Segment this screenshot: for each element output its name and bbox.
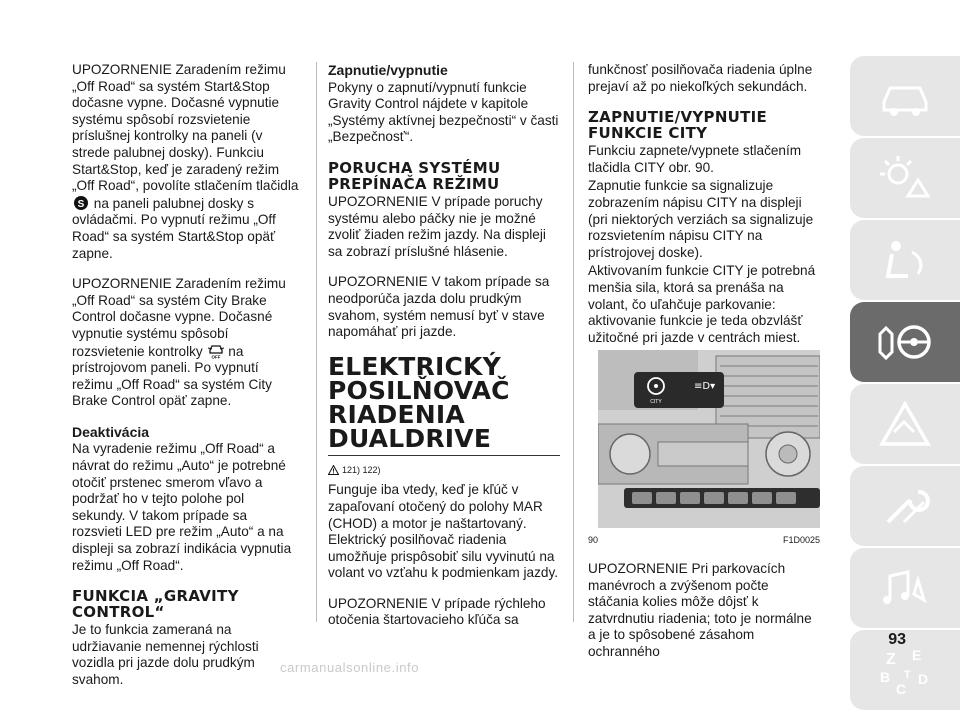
index-letter: Z — [886, 651, 896, 668]
index-letter: T — [904, 669, 911, 681]
column-left — [72, 62, 300, 703]
index-letters-icon — [874, 642, 936, 698]
start-stop-icon — [72, 195, 90, 211]
column-divider — [316, 62, 317, 622]
index-letter: E — [912, 647, 922, 663]
paragraph: UPOZORNENIE V prípade rýchleho otočenia štartovacieho kľúča sa — [328, 595, 546, 628]
svg-text:S: S — [77, 198, 85, 210]
text: UPOZORNENIE Zaradením režimu „Off Road“ sa systém City Brake Control dočasne vypne. Dočasné vypnutie systému spôsobí rozsvietenie kontrolky — [72, 276, 286, 359]
tab-maintenance[interactable] — [850, 466, 960, 546]
text: na paneli palubnej dosky s ovládačmi. Po vypnutí režimu „Off Road“ sa systém Start&Stop opäť zapne. — [72, 195, 276, 261]
paragraph: Je to funkcia zameraná na udržiavanie nemennej rýchlosti vozidla pri jazde dolu prudkým svahom. — [72, 622, 259, 687]
index-letter: D — [918, 671, 929, 687]
paragraph: Na vyradenie režimu „Off Road“ a návrat do režimu „Auto“ je potrebné otočiť prstenec smerom vľavo a podržať ho v tejto polohe pol sekundy. V takom prípade sa rozsvieti LED pre režim „Auto“ a na displeji sa zobrazí indikácia vypnutia režimu „Off Road“. — [72, 441, 292, 573]
sun-warning-icon — [874, 150, 936, 206]
column-middle — [328, 62, 560, 643]
column-divider — [573, 62, 574, 622]
paragraph: Funkciu zapnete/vypnete stlačením tlačidla CITY obr. 90. — [588, 143, 802, 175]
heading-gravity-control: FUNKCIA „GRAVITY CONTROL“ — [72, 587, 239, 622]
heading-mode-selector-fault: PORUCHA SYSTÉMU PREPÍNAČA REŽIMU — [328, 158, 501, 193]
audio-nav-icon — [874, 560, 936, 616]
figure-caption — [588, 532, 820, 549]
warning-triangle-icon — [874, 396, 936, 452]
heading-electric-power-steering: ELEKTRICKÝ POSILŇOVAČ RIADENIA DUALDRIVE — [328, 351, 510, 453]
heading-rule — [328, 455, 560, 456]
paragraph: funkčnosť posilňovača riadenia úplne prejaví až po niekoľkých sekundách. — [588, 62, 813, 94]
paragraph: Funguje iba vtedy, keď je kľúč v zapaľovaní otočený do polohy MAR (CHOD) a motor je naštartovaný. Elektrický posilňovač riadenia umožňuje prispôsobiť silu vyvinutú na volant vo vzťahu k podmienkam jazdy. — [328, 482, 559, 581]
paragraph: Zapnutie funkcie sa signalizuje zobrazením nápisu CITY na displeji (pri niektorých verziách sa signalizuje rozsvietením nápisu CITY na prístrojovej doske). — [588, 178, 814, 260]
tab-lights[interactable] — [850, 138, 960, 218]
heading-deactivation: Deaktivácia — [72, 423, 150, 440]
notes-text: 121) 122) — [342, 464, 381, 475]
page-number: 93 — [888, 631, 906, 648]
text: na prístrojovom paneli. Po vypnutí režimu „Off Road“ sa systém City Brake Control opäť zapne. — [72, 343, 272, 409]
notes-reference — [328, 462, 560, 479]
heading-city-function: ZAPNUTIE/VYPNUTIE FUNKCIE CITY — [588, 108, 768, 143]
warning-triangle-icon — [328, 465, 339, 475]
tab-safety[interactable] — [850, 220, 960, 300]
tab-car[interactable] — [850, 56, 960, 136]
wrench-icon — [874, 478, 936, 534]
headlight-level-icon: ≡D▾ — [694, 381, 716, 393]
seat-airbag-icon — [874, 232, 936, 288]
svg-text:OFF: OFF — [211, 354, 220, 359]
paragraph: UPOZORNENIE Pri parkovacích manévroch a zvýšenom počte stáčania kolies môže dôjsť k zatvrdnutiu riadenia; toto je normálne a je to spôsobené zásahom ochranného — [588, 560, 812, 659]
figure-code: F1D0025 — [782, 535, 820, 546]
tab-multimedia[interactable] — [850, 548, 960, 628]
paragraph: UPOZORNENIE V takom prípade sa neodporúča jazda dolu prudkým svahom, systém nemusí byť v stave napomáhať pri jazde. — [328, 274, 550, 340]
figure-dashboard-city-button — [598, 350, 820, 528]
paragraph: Aktivovaním funkcie CITY je potrebná menšia sila, ktorá sa prenáša na volant, čo uľahčuje parkovanie: aktivovanie funkcie je teda obzvlášť užitočné pri jazde v centrách miest. — [588, 263, 816, 345]
car-icon — [874, 68, 936, 124]
column-right — [588, 62, 820, 674]
footer-watermark: carmanualsonline.info — [280, 660, 420, 675]
chapter-sidebar — [850, 56, 960, 712]
paragraph — [72, 276, 300, 410]
key-steering-wheel-icon — [874, 314, 936, 370]
text: UPOZORNENIE Zaradením režimu „Off Road“ sa systém Start&Stop dočasne vypne. Dočasné vypnutie systému spôsobí rozsvietenie príslušnej kontrolky na paneli (v strede palubnej dosky). Funkciu Start&Stop, keď je zaradený režim „Off Road“, povolíte stlačením tlačidla — [72, 62, 299, 194]
paragraph: UPOZORNENIE V prípade poruchy systému alebo páčky nie je možné zvoliť žiaden režim jazdy. Na displeji sa zobrazí príslušné hlásenie. — [328, 193, 546, 259]
city-button-label: CITY — [650, 399, 662, 406]
paragraph — [72, 62, 300, 262]
heading-on-off: Zapnutie/vypnutie — [328, 62, 448, 78]
tab-starting-driving[interactable] — [850, 302, 960, 382]
dashboard-illustration — [598, 350, 820, 528]
paragraph: Pokyny o zapnutí/vypnutí funkcie Gravity Control nájdete v kapitole „Systémy aktívnej bezpečnosti“ v časti „Bezpečnosť“. — [328, 79, 559, 145]
city-brake-off-icon — [207, 343, 225, 359]
figure-number: 90 — [588, 535, 599, 546]
tab-emergency[interactable] — [850, 384, 960, 464]
index-letter: C — [896, 681, 907, 697]
index-letter: B — [880, 669, 891, 685]
